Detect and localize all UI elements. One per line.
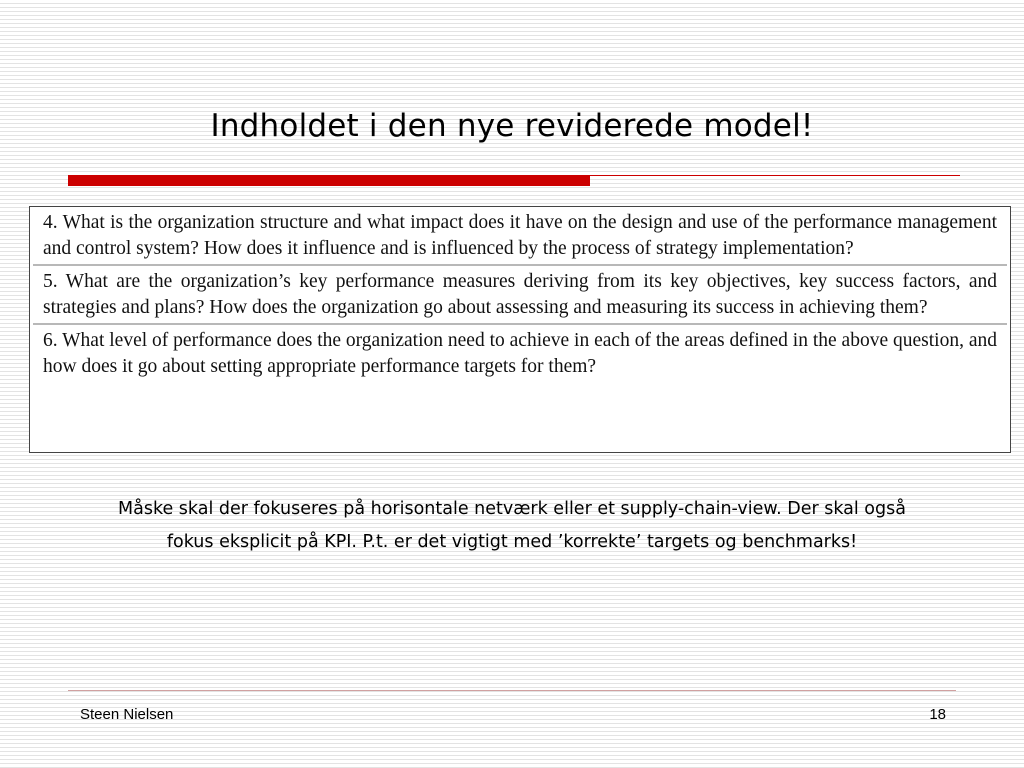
question-text: 6. What level of performance does the organization need to achieve in each of the areas defined in the above question, and how does it go about setting appropriate performance targets for them? [43,330,997,377]
question-text: 4. What is the organization structure and what impact does it have on the design and use of the performance management and control system? How does it influence and is influenced by the process of strategy implementation? [43,212,997,259]
body-paragraph [40,493,984,559]
body-line-2: fokus eksplicit på KPI. P.t. er det vigtigt med ’korrekte’ targets og benchmarks! [166,532,858,552]
footer-author: Steen Nielsen [80,706,174,723]
slide-title: Indholdet i den nye reviderede model! [210,108,814,144]
body-line-1: Måske skal der fokuseres på horisontale netværk eller et supply-chain-view. Der skal også [118,499,906,519]
page-number: 18 [929,706,946,723]
questions-table [29,206,1011,453]
title-accent-line [590,175,960,176]
footer-divider [68,690,956,691]
question-row-4 [33,207,1007,266]
title-accent-bar [68,175,590,186]
question-text: 5. What are the organization’s key performance measures deriving from its key objectives, key success factors, and strategies and plans? How does the organization go about assessing and measuring its success in achieving them? [43,271,997,318]
question-row-6 [33,325,1007,382]
question-row-5 [33,266,1007,325]
